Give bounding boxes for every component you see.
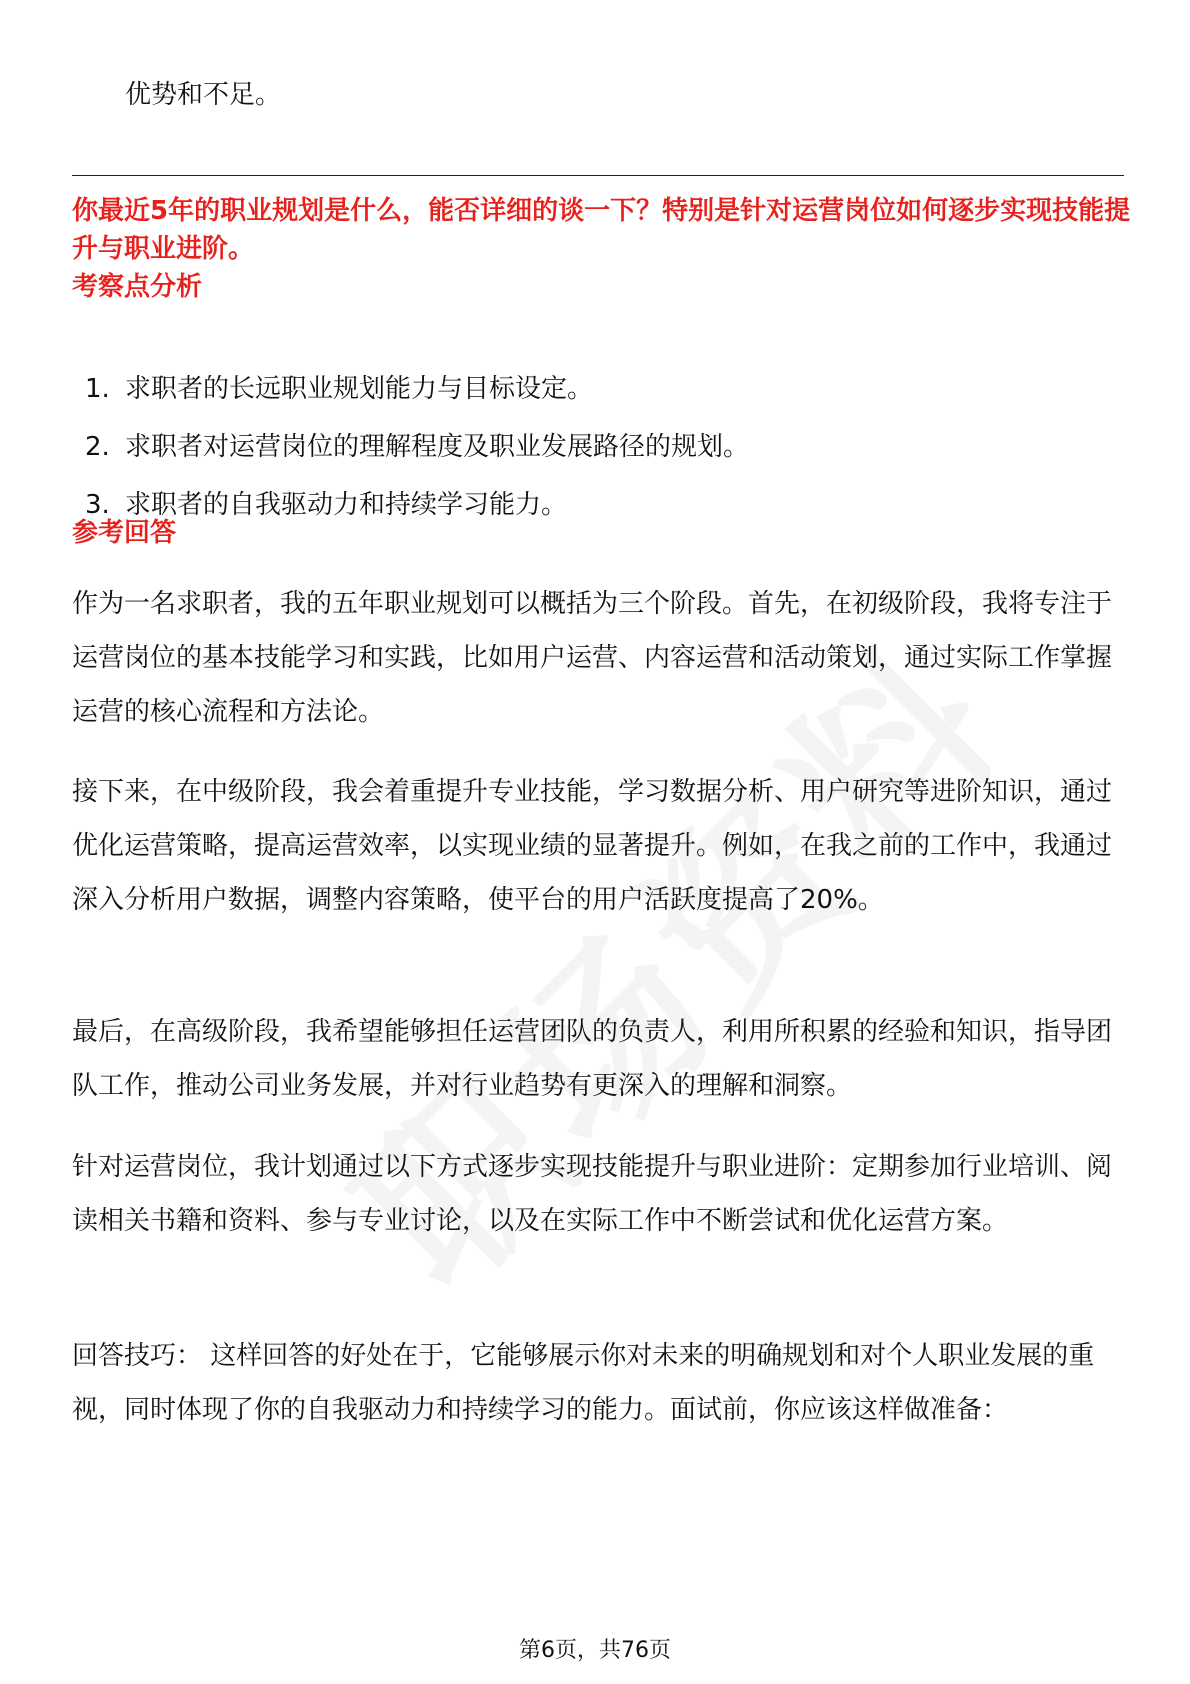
list-item-text: 求职者对运营岗位的理解程度及职业发展路径的规划。: [125, 432, 750, 462]
list-item-text: 求职者的长远职业规划能力与目标设定。: [125, 374, 594, 404]
continued-text: 优势和不足。: [125, 80, 282, 110]
list-item-number: 2.: [85, 432, 110, 462]
divider: [72, 175, 1124, 176]
question-heading: 你最近5年的职业规划是什么，能否详细的谈一下？特别是针对运营岗位如何逐步实现技能提升与职业进阶。: [72, 196, 1131, 264]
answer-paragraph: 接下来，在中级阶段，我会着重提升专业技能，学习数据分析、用户研究等进阶知识，通过优化运营策略，提高运营效率，以实现业绩的显著提升。例如，在我之前的工作中，我通过深入分析用户数据，调整内容策略，使平台的用户活跃度提高了20%。: [72, 777, 1113, 915]
page-number: 第6页，共76页: [519, 1638, 671, 1663]
answer-paragraph: 作为一名求职者，我的五年职业规划可以概括为三个阶段。首先，在初级阶段，我将专注于运营岗位的基本技能学习和实践，比如用户运营、内容运营和活动策划，通过实际工作掌握运营的核心流程和方法论。: [72, 589, 1113, 727]
list-item: [72, 360, 749, 418]
list-item-number: 3.: [85, 490, 110, 520]
list-item-text: 求职者的自我驱动力和持续学习能力。: [125, 490, 568, 520]
analysis-heading: 考察点分析: [72, 272, 203, 302]
answer-heading: 参考回答: [72, 518, 177, 548]
list-item: [72, 418, 749, 476]
answer-paragraph: 针对运营岗位，我计划通过以下方式逐步实现技能提升与职业进阶：定期参加行业培训、阅读相关书籍和资料、参与专业讨论，以及在实际工作中不断尝试和优化运营方案。: [72, 1152, 1113, 1236]
answer-tips-paragraph: 回答技巧： 这样回答的好处在于，它能够展示你对未来的明确规划和对个人职业发展的重视，同时体现了你的自我驱动力和持续学习的能力。面试前，你应该这样做准备：: [72, 1341, 1095, 1425]
list-item-number: 1.: [85, 374, 110, 404]
analysis-list: [72, 360, 749, 534]
answer-paragraph: 最后，在高级阶段，我希望能够担任运营团队的负责人，利用所积累的经验和知识，指导团队工作，推动公司业务发展，并对行业趋势有更深入的理解和洞察。: [72, 1017, 1113, 1101]
